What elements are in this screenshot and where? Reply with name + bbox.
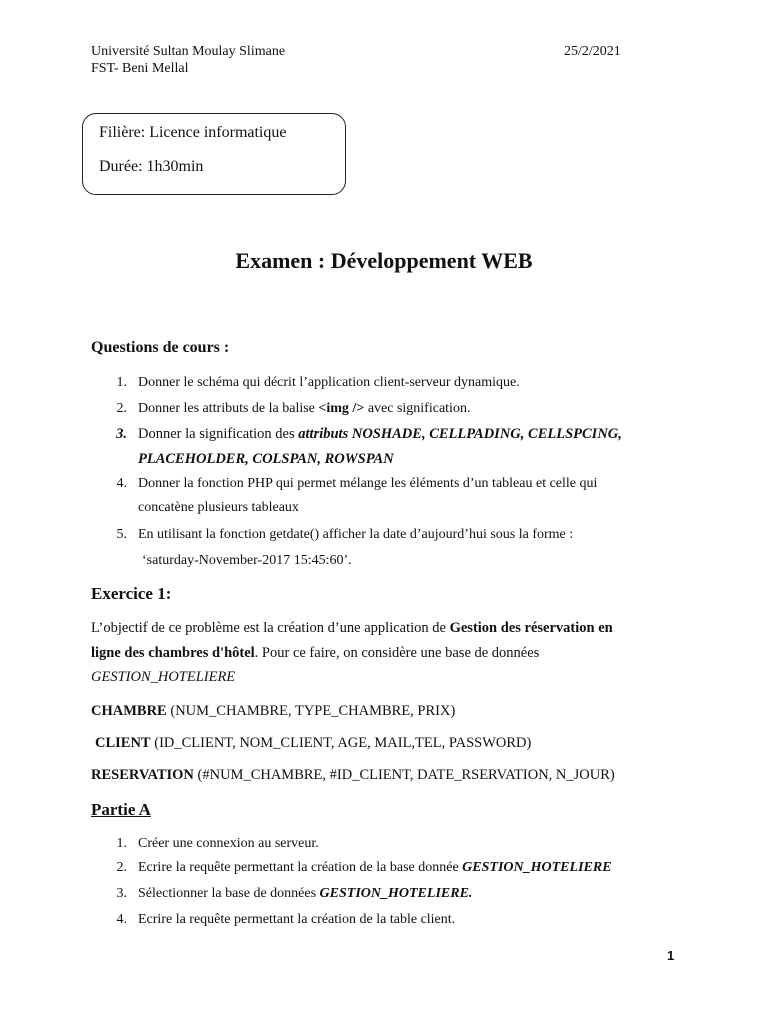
item-number: 5. (116, 527, 127, 542)
info-box (82, 113, 346, 195)
table-fields: (NUM_CHAMBRE, TYPE_CHAMBRE, PRIX) (166, 703, 456, 719)
intro-text-cont: . Pour ce faire, on considère une base de données (254, 645, 540, 661)
item-text-main: Ecrire la requête permettant la création de la base donnée (138, 860, 463, 875)
faculty-name: FST- Beni Mellal (91, 61, 189, 76)
table-name: CLIENT (95, 735, 151, 751)
partie-a-heading: Partie A (91, 800, 151, 819)
table-reservation (91, 767, 615, 784)
item-number: 4. (116, 476, 127, 491)
item-text: Créer une connexion au serveur. (138, 836, 319, 851)
university-name: Université Sultan Moulay Slimane (91, 44, 286, 59)
table-chambre (91, 703, 455, 720)
table-name: RESERVATION (91, 767, 194, 783)
item-number: 2. (116, 860, 127, 875)
item-number: 3. (116, 886, 127, 901)
duree-label: Durée: 1h30min (99, 158, 204, 175)
item-emphasis: GESTION_HOTELIERE (462, 860, 612, 875)
item-text: Ecrire la requête permettant la création de la table client. (138, 912, 456, 927)
item-text: Donner la fonction PHP qui permet mélange les éléments d’un tableau et celle qui (138, 476, 598, 491)
attributes-list-line2: PLACEHOLDER, COLSPAN, ROWSPAN (138, 451, 394, 467)
item-text (138, 886, 472, 902)
item-text-pre: Donner les attributs de la balise (138, 401, 319, 416)
questions-heading: Questions de cours : (91, 339, 230, 356)
attributes-list-line1: attributs NOSHADE, CELLPADING, CELLSPCING, (298, 426, 622, 442)
item-text-post: avec signification. (364, 401, 471, 416)
item-number: 1. (116, 836, 127, 851)
exercice1-intro-line2 (91, 645, 539, 662)
item-emphasis: GESTION_HOTELIERE. (319, 886, 473, 901)
table-client (95, 735, 531, 752)
intro-bold-cont: ligne des chambres d'hôtel (91, 645, 255, 661)
item-text (138, 426, 622, 443)
img-tag: <img /> (318, 401, 365, 416)
item-text: En utilisant la fonction getdate() afficher la date d’aujourd’hui sous la forme : (138, 527, 574, 542)
item-text-cont: concatène plusieurs tableaux (138, 500, 299, 515)
filiere-label: Filière: Licence informatique (99, 124, 287, 141)
page-number: 1 (667, 948, 675, 963)
table-fields: (#NUM_CHAMBRE, #ID_CLIENT, DATE_RSERVATION, N_JOUR) (193, 767, 615, 783)
item-text: Donner le schéma qui décrit l’application client-serveur dynamique. (138, 375, 520, 390)
item-number: 2. (116, 401, 127, 416)
page-title: Examen : Développement WEB (235, 248, 533, 273)
item-number: 4. (116, 912, 127, 927)
table-fields: (ID_CLIENT, NOM_CLIENT, AGE, MAIL,TEL, PASSWORD) (150, 735, 532, 751)
intro-bold: Gestion des réservation en (449, 620, 613, 636)
item-text-pre: Donner la signification des (138, 426, 299, 442)
intro-text: L’objectif de ce problème est la création d’une application de (91, 620, 450, 636)
item-text-main: Sélectionner la base de données (138, 886, 320, 901)
item-text (138, 401, 470, 417)
table-name: CHAMBRE (91, 703, 167, 719)
item-number: 3. (116, 426, 127, 442)
database-name: GESTION_HOTELIERE (91, 669, 236, 685)
exercice1-heading: Exercice 1: (91, 584, 172, 603)
item-number: 1. (116, 375, 127, 390)
exam-date: 25/2/2021 (564, 44, 621, 59)
date-format-example: ‘saturday-November-2017 15:45:60’. (142, 553, 352, 568)
exercice1-intro-line1 (91, 620, 613, 637)
item-text (138, 860, 612, 876)
